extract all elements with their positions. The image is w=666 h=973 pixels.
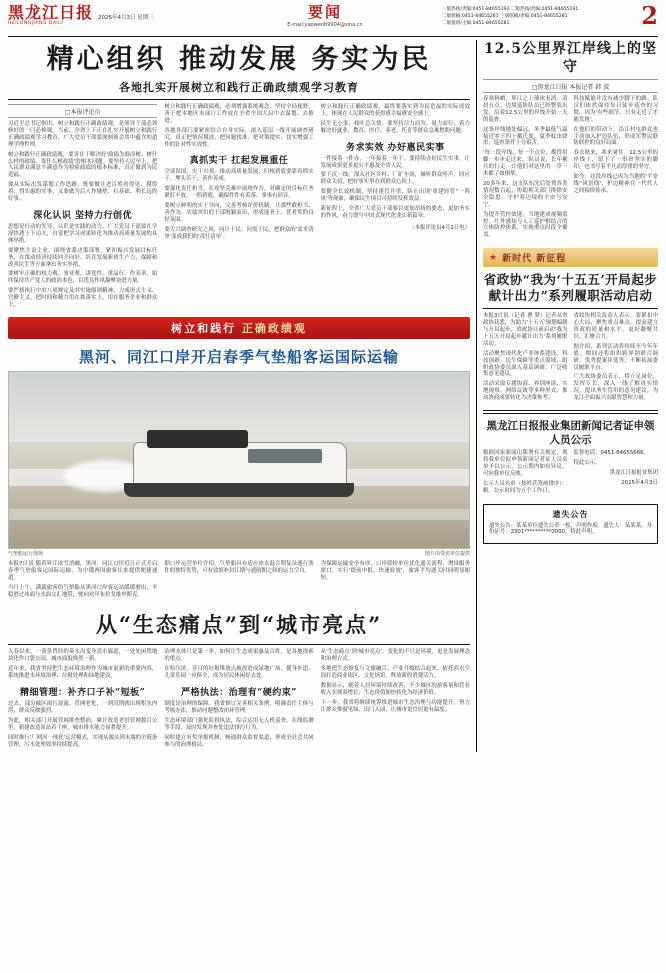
right-zone (483, 40, 658, 752)
masthead (8, 1, 658, 37)
paragraph: 民生无小事，枝叶总关情。要坚持尽力而为、量力而行，着力解决好就业、教育、医疗、养老、托育等群众急难愁盼问题。 (320, 120, 470, 134)
paragraph: 如今，这段岸线已成为当地的'平安线''风景线'，护边精神在一代代人之间接续传承。 (573, 174, 658, 194)
page-number: 2 (641, 1, 658, 30)
notice-text: 遗失公告：某某单位遗失公章一枚，声明作废。遗失人：某某某，身份证号：2301**********0000，特此声明。 (489, 522, 652, 536)
paragraph: 据口岸运营单位介绍，气垫船具有适应冰水混合期复杂通行条件的独特优势，可有效填补封江期与通航期之间的运力空白。 (164, 560, 314, 574)
paragraph: 从'生态痛点'到'城市亮点'，变化的不只是环境，更是发展理念和治理方式。 (320, 649, 470, 663)
paragraph: 树立和践行正确政绩观，必须增强系统观念，坚持全局视野，善于把本地区本部门工作放在全省全国大局中去谋划、去推进。 (164, 104, 314, 124)
issue-date: 2025年4月3日 星期三 (98, 15, 154, 21)
paragraph: 近年来，我省坚持把生态环境治理作为城市更新的重要内容，系统推进水环境治理、垃圾处理和绿地建设。 (8, 666, 158, 680)
story3-column-1 (483, 450, 568, 497)
paragraph: 生态环境部门强化监督执法，综合运用无人机巡查、在线监测等手段，及时发现并查处违法排污行为。 (164, 717, 314, 731)
paragraph: 在哈尔滨，昔日的垃圾堆放点被改造成绿地广场，健身步道、儿童乐园一应俱全，成为居民休闲好去处。 (164, 666, 314, 680)
paragraph: 多地把生态修复与文旅融合、产业升级结合起来，依托滨水空间打造商业街区、文化场馆，释放新的消费活力。 (320, 666, 470, 680)
paragraph: 要下沉一线，深入社区乡村、厂矿车间，倾听群众呼声，回应群众关切，把好事实事办到群众心坎上。 (320, 172, 470, 186)
contact-line-3: 二版值班/主编:0451-84655281 (442, 21, 510, 26)
feature1-column-3 (321, 561, 470, 602)
paragraph: 各地各部门要紧密结合自身实际，深入基层一线开展调查研究，真正把情况摸清、把问题找准、把对策提实，切实增强工作的针对性实效性。 (164, 127, 314, 148)
feature2-subheading: 精细管理：补齐口子补“短板” (19, 688, 146, 699)
paragraph: 科技赋能并没有减少脚下的路。队员们依然保持每日徒步巡查的习惯，因为'有些细节，只有走近了才能发现'。 (573, 96, 658, 123)
paragraph: 治理水体只是第一步，如何让生态成果惠及百姓，是各地探索的重点。 (164, 649, 314, 663)
star-icon: ★ (489, 252, 498, 263)
story2-column-1 (483, 313, 568, 405)
red-banner-right: 正确政绩观 (241, 321, 307, 335)
lead-subhead: 各地扎实开展树立和践行正确政绩观学习教育 (119, 81, 359, 94)
lead-subheading: 真抓实干 扛起发展重任 (189, 156, 289, 167)
paragraph: 当日上午，满载旅客的气垫船从黑河口岸客运站缓缓驶出，平稳滑过冰面与水面交汇地带，驶向对岸布拉戈维申斯克。 (8, 584, 158, 598)
story2-headline: 省政协“我为‘十五五’开局起步献计出力”系列履职活动启动 (483, 272, 658, 304)
paragraph: 同时推行'厂网河一体化'运营模式，实现从源头到末端的全链条管理，污水处理效率持续提高。 (8, 734, 158, 748)
paragraph: 入春以来，一条条曾经的臭水沟变身清水廊道，一处处闲置地块化作口袋公园，城市面貌焕然一新。 (8, 649, 158, 663)
paragraph: 思想是行动的先导，认识是实践的动力。广大党员干部要在学深悟透上下功夫，自觉把学习成果转化为推动高质量发展的具体举措。 (8, 223, 158, 244)
paragraph: 监督电话：0451-84655666。 (573, 450, 649, 457)
photo-credit: 图片由受访单位提供 (424, 550, 470, 557)
hovercraft-skirt (124, 483, 354, 497)
paragraph: 同时建立有奖举报机制，畅通群众监督渠道，形成全社会共同参与的治理格局。 (164, 734, 314, 748)
left-zone (8, 40, 470, 752)
paragraph: 要强化责任担当，在攻坚克难中展现作为，对确定的目标任务紧盯不放、一抓到底，确保件件有着落、事事有回音。 (164, 186, 314, 200)
paragraph: 新征程上，全省广大党员干部要以更加昂扬的姿态、更加务实的作风，奋力谱写中国式现代化龙江新篇章。 (320, 206, 470, 219)
paragraph: 春寒料峭，界江之上薄冰未消。清晨五点，边境巡防队员已经整装出发，沿着12.5公里的岸线开始一天的巡查。 (483, 96, 568, 123)
paragraph: 要健全长效机制，坚持建管并重，防止出现'重建轻管''一阵风'等现象，确保民生项目可持续发挥效益。 (320, 189, 470, 203)
paragraph: 本报7日讯 随着界江冰雪消融，黑河、同江口岸近日正式开启春季气垫船客运国际运输，为中俄两国旅客往来提供便捷通道。 (8, 560, 158, 581)
stamp-line-2: 2025年4月3日 (621, 479, 658, 486)
paragraph: 活动采取专题协商、界别座谈、实地视察、网络议政等多种形式，推动协商成果转化为决策参考。 (483, 381, 568, 402)
paragraph: 本报3日讯（记者 曹 梦）记者从省政协获悉，为助力'十五五'规划编制与开局起步，省政协日前启动'我为十五五开局起步献计出力'系列履职活动。 (483, 313, 568, 347)
notice-title: 遗失公告 (552, 508, 589, 519)
gold-banner-text: 新时代 新征程 (502, 254, 567, 265)
contact-line-2: 二版组稿:0451-84655261 三版组稿/责编:0451-84655281 (442, 14, 568, 19)
story2-columns (483, 313, 658, 405)
story1-kicker: □黑龙江日报 本报记者 韩 波 (483, 79, 658, 93)
lead-column-3 (321, 104, 470, 312)
paragraph: 下一步，我省将继续统筹推进城市生态治理与功能提升，努力让群众推窗见绿、出门入园，让城市更宜居更有温度。 (320, 699, 470, 713)
story3-headline: 黑龙江日报报业集团新闻记者证申领人员公示 (486, 420, 655, 447)
paragraph: 春去秋来，寒来暑往。12.5公里的岸线上，留下了一串串坚实的脚印，也书写着平凡而厚重的坚守。 (573, 150, 658, 171)
paragraph: 要树立鲜明的实干导向，完善考核评价机制，让那些敢担当、善作为、实绩突出的干部脱颖而出，形成能者上、优者奖的良好氛围。 (164, 203, 314, 223)
gold-banner (483, 248, 658, 267)
lead-subheading: 务求实效 办好惠民实事 (346, 142, 445, 153)
notice-box (483, 504, 658, 545)
paragraph: 公示人员名单（按姓氏笔画排序）：略。公示时间为五个工作日。 (483, 480, 568, 494)
paragraph: 一件接着一件办，一年接着一年干。要持续办好民生实事，让发展成果更多更公平惠及全省人民。 (320, 155, 470, 169)
photo-caption-left: 气垫船运行现场 (8, 550, 44, 557)
divider (483, 410, 658, 414)
logo-title: 黑龙江日报 (8, 3, 94, 22)
divider (8, 99, 470, 100)
story1-headline: 12.5公里界江岸线上的坚守 (483, 41, 658, 75)
lead-subheading: 深化认识 坚持力行创优 (33, 210, 132, 221)
paragraph: 要树牢正确的权力观、事业观，讲党性、重品行、作表率，始终保持共产党人的政治本色，以优良作风凝聚奋进力量。 (8, 271, 158, 285)
paragraph: 要严格执行中央八项规定及其实施细则精神，力戒形式主义、官僚主义，把时间和精力用在抓落实上，用在服务企业和群众上。 (8, 288, 158, 309)
paragraph: 特此公示。 (573, 460, 601, 466)
lead-column-2 (164, 104, 313, 312)
paragraph: 为提升管控效能，当地建成视频监控、红外感知与人工巡护相结合的立体防控体系，实现重点时段全覆盖。 (483, 211, 568, 239)
newspaper-logo (8, 4, 94, 26)
story1-column-1 (483, 96, 568, 242)
photo-caption (8, 550, 470, 557)
paragraph: 要大兴调查研究之风，问计于民、问需于民，把群众的'需求清单'变成我们的'责任清单'。 (164, 226, 314, 240)
lead-headline: 精心组织 推动发展 务实为民 (46, 44, 432, 75)
paragraph: 省政协相关负责人表示，要紧扣中心大局，聚焦重点难点，提高建言资政的质量和水平，更好凝聚共识、汇聚合力。 (573, 313, 658, 340)
feature1-column-2 (164, 561, 313, 602)
story1-columns (483, 96, 658, 242)
red-banner-left: 树立和践行 (171, 321, 237, 335)
paragraph: 20多年来，这支队伍先后处置各类情况数百起，协助相关部门排除安全隐患，守护着边境的平安与安宁。 (483, 180, 568, 208)
feature2-columns (8, 649, 470, 751)
paragraph: 习近平总书记指出，树立和践行正确政绩观，是领导干部必须修好的一门必修课。当前，全省上下正在扎实开展树立和践行正确政绩观学习教育，广大党员干部要深刻领会其中蕴含的道理学理哲理。 (8, 121, 158, 148)
section-header (208, 4, 442, 28)
red-banner (8, 317, 470, 339)
photo-snow-band-2 (9, 509, 469, 520)
logo-pinyin: HEILONGJIANG DAILY (8, 21, 64, 26)
story1-column-2 (574, 96, 659, 242)
feature1-column-1 (8, 561, 157, 602)
feature2-column-1 (8, 649, 157, 751)
feature2-column-3 (321, 649, 470, 751)
feature1-photo (8, 371, 470, 549)
paragraph: 为此，相关部门开展管网排查整治，累计改造老旧管网数百公里，新建改造泵站若干座，城市排水能力显著提升。 (8, 717, 158, 731)
paragraph: 活动聚焦现代化产业体系建设、科技创新、民生保障等重点领域，组织政协委员深入基层调研，广泛收集意见建议。 (483, 350, 568, 378)
paragraph: 根据国家新闻出版署有关规定，现将我单位拟申领新闻记者证人员名单予以公示，公示期内如有异议，可向我单位反映。 (483, 450, 568, 477)
section-title: 要闻 (307, 3, 342, 21)
story3-column-2 (574, 450, 659, 497)
paragraph: 要聚焦主责主业，围绕省委决策部署，紧扣振兴发展目标任务，在推动经济持续回升向好、培育发展新质生产力、保障和改善民生等方面拿出务实举措。 (8, 247, 158, 268)
feature1-columns (8, 561, 470, 602)
paragraph: 为保障运输安全有序，口岸联检单位优化通关流程，增设服务窗口，实行'提前申报、快速验放'，旅客平均通关时间明显缩短。 (320, 560, 470, 581)
paragraph: 广大政协委员表示，将立足岗位、发挥专长，深入一线了解真实情况，提出务实管用的意见建议，为龙江全面振兴贡献智慧和力量。 (573, 374, 658, 402)
paragraph: 在他们的带动下，沿江村屯群众也主动加入护边队伍，形成军警民联防联控的良好局面。 (573, 126, 658, 147)
lead-kicker: □本报评论员 (8, 104, 157, 118)
story3-columns (483, 450, 658, 497)
contact-line-1: 一版热线/责编:0451-84655192 二版热线/责编:0451-84655191 (442, 7, 579, 12)
paragraph: '每一段岸线、每一个点位，都得用脚一步步走过来。'队员说，长年累月的行走，让他们对这里的一草一木都了如指掌。 (483, 150, 568, 178)
lead-columns (8, 104, 470, 312)
paragraph: 这条岸线地处偏远，冬季最低气温接近零下四十摄氏度，夏季蚊虫肆虐，巡查条件十分艰苦。 (483, 126, 568, 147)
feature1-headline: 黑河、同江口岸开启春季气垫船客运国际运输 (78, 347, 399, 366)
paragraph: 空谈误国，实干兴邦。推动高质量发展，归根到底要靠真抓实干、埋头苦干、善作善成。 (164, 169, 314, 183)
lead-column-1 (8, 104, 157, 312)
divider (8, 644, 470, 645)
contact-block (442, 4, 632, 27)
divider (483, 308, 658, 309)
feature2-headline: 从“生态痛点”到“城市亮点” (95, 612, 383, 638)
article-signature: （本报评论员4月2日电） (409, 224, 470, 231)
feature2-column-2 (164, 649, 313, 751)
paragraph: 据介绍，系列活动将持续至今年年底，期间还将组织跨界别联合调研、优秀提案评选等，不断拓展委员履职平台。 (573, 343, 658, 371)
vertical-divider (476, 40, 477, 752)
paragraph: 制度是治理的保障。我省修订完善相关条例，明确责任主体与考核办法，推动问题整改闭环管理。 (164, 701, 314, 714)
hovercraft-window (248, 449, 322, 463)
paragraph: 数据显示，随着人居环境持续改善，不少城区的游客量和营业收入实现双增长，生态价值加快转化为经济价值。 (320, 683, 470, 696)
paragraph: 树立和践行正确政绩观，要害在于解决好'政绩为谁而树、树什么样的政绩、靠什么树政绩'的根本问题。要坚持人民至上，把人民群众满意不满意作为检验政绩的根本标准，真正做到为民造福。 (8, 151, 158, 179)
paragraph: 过去，部分城区雨污混流、管网老化，一到汛期就出现积水内涝，群众反映强烈。 (8, 701, 158, 714)
story2-column-2 (574, 313, 659, 405)
stamp-line-1: 黑龙江日报报业集团 (609, 469, 658, 476)
paragraph: 树立和践行正确政绩观，最终要落实到为民造福的实际成效上，体现在人民群众的获得感幸福感安全感上。 (320, 104, 470, 117)
paragraph: 要从实际出发谋划工作思路，既要做让老百姓看得见、摸得着、得实惠的实事，又要做为后人作铺垫、打基础、利长远的好事。 (8, 182, 158, 203)
section-email: E-mail:yaowenb9904@sina.cn (287, 22, 363, 28)
hovercraft-cabin-top (147, 430, 248, 448)
feature2-subheading: 严格执法：治理有“硬约束” (181, 688, 297, 699)
